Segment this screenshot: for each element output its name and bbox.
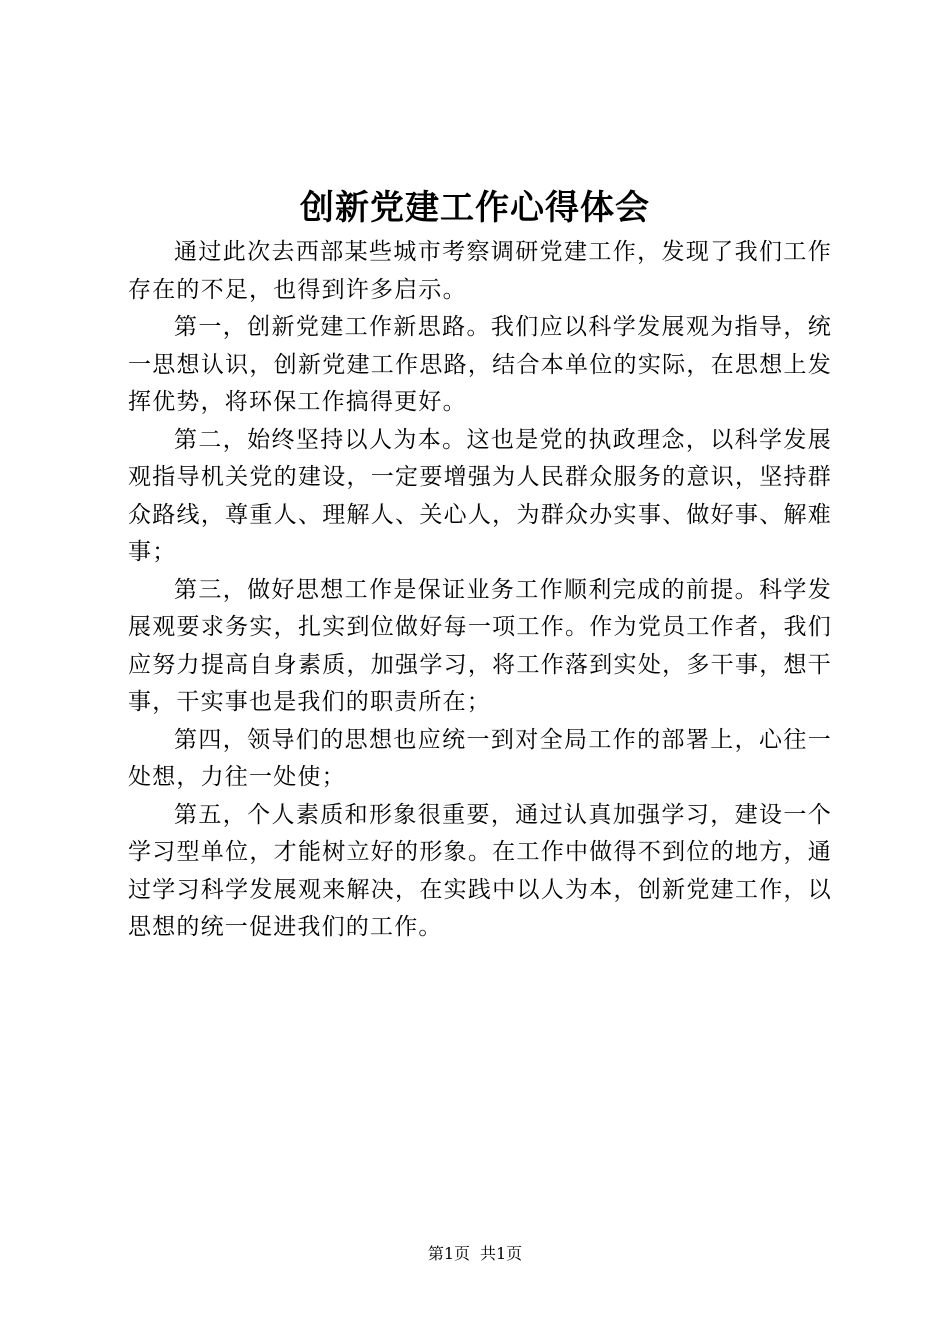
paragraph-point-1: 第一，创新党建工作新思路。我们应以科学发展观为指导，统一思想认识，创新党建工作思路，结合本单位的实际，在思想上发挥优势，将环保工作搞得更好。 [128, 314, 832, 415]
paragraph-point-5: 第五，个人素质和形象很重要，通过认真加强学习，建设一个学习型单位，才能树立好的形象。在工作中做得不到位的地方，通过学习科学发展观来解决，在实践中以人为本，创新党建工作，以思想的统一促进我们的工作。 [128, 801, 832, 940]
paragraph-point-4: 第四，领导们的思想也应统一到对全局工作的部署上，心往一处想，力往一处使； [128, 726, 832, 790]
paragraph-intro: 通过此次去西部某些城市考察调研党建工作，发现了我们工作存在的不足，也得到许多启示。 [128, 239, 832, 303]
page-footer [0, 1243, 950, 1265]
page-total: 共1页 [480, 1244, 523, 1263]
page-number: 第1页 [427, 1244, 470, 1263]
paragraph-point-3: 第三，做好思想工作是保证业务工作顺利完成的前提。科学发展观要求务实，扎实到位做好每一项工作。作为党员工作者，我们应努力提高自身素质，加强学习，将工作落到实处，多干事，想干事，干实事也是我们的职责所在； [128, 576, 832, 715]
paragraph-point-2: 第二，始终坚持以人为本。这也是党的执政理念，以科学发展观指导机关党的建设，一定要增强为人民群众服务的意识，坚持群众路线，尊重人、理解人、关心人，为群众办实事、做好事、解难事； [128, 426, 832, 565]
document-title: 创新党建工作心得体会 [300, 188, 650, 228]
document-body [128, 234, 832, 947]
